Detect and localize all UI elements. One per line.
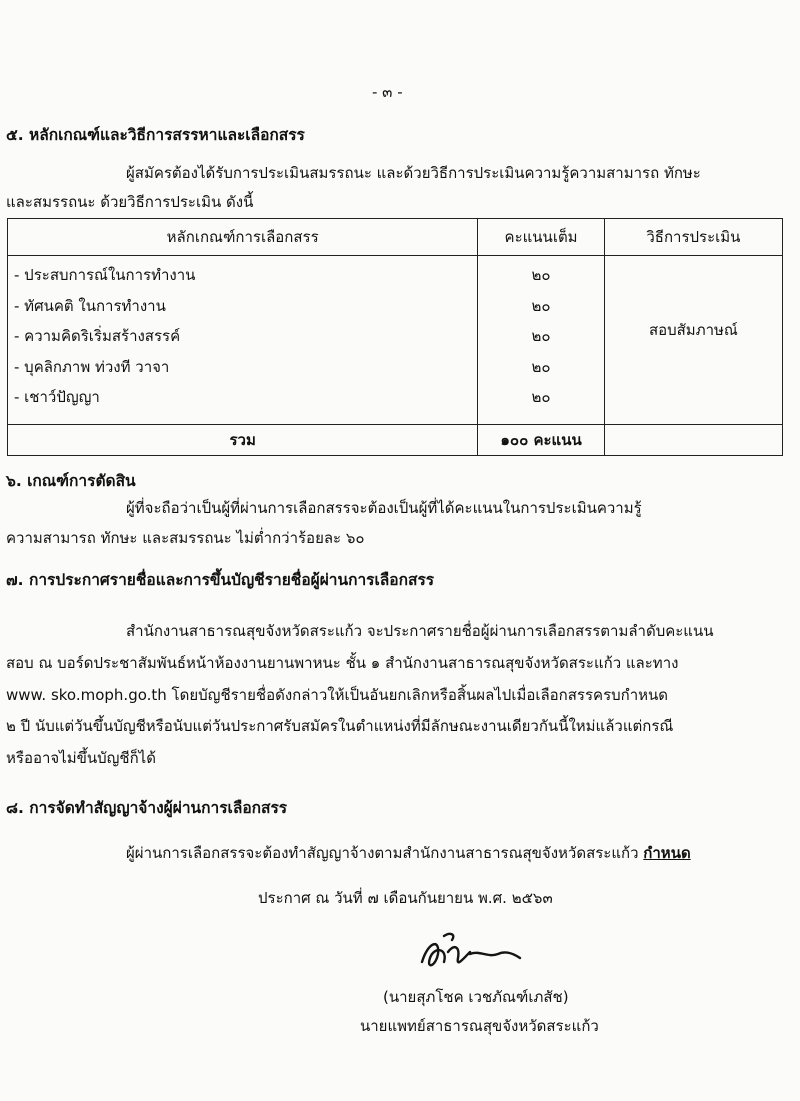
announcement-date: ประกาศ ณ วันที่ ๗ เดือนกันยายน พ.ศ. ๒๕๖๓	[258, 889, 553, 907]
criterion-item: - บุคลิกภาพ ท่วงที วาจา	[14, 357, 170, 376]
section-6-heading: ๖. เกณฑ์การตัดสิน	[6, 472, 136, 490]
score-value: ๒๐	[531, 266, 551, 284]
header-method: วิธีการประเมิน	[604, 219, 782, 256]
header-criterion: หลักเกณฑ์การเลือกสรร	[8, 219, 478, 256]
section-8-text: ผู้ผ่านการเลือกสรรจะต้องทำสัญญาจ้างตามสำนักงานสาธารณสุขจังหวัดสระแก้ว	[126, 844, 639, 862]
section-7-line4: ๒ ปี นับแต่วันขึ้นบัญชีหรือนับแต่วันประกาศรับสมัครในตำแหน่งที่มีลักษณะงานเดียวกันนี้ใหม่แล้วแต่กรณี	[6, 717, 674, 735]
score-value: ๒๐	[531, 327, 551, 345]
method-text: สอบสัมภาษณ์	[648, 321, 738, 339]
criterion-item: - เชาว์ปัญญา	[14, 388, 100, 406]
score-value: ๒๐	[531, 357, 551, 376]
criterion-item: - ประสบการณ์ในการทำงาน	[14, 266, 196, 284]
criterion-item: - ความคิดริเริ่มสร้างสรรค์	[14, 327, 181, 345]
signer-title: นายแพทย์สาธารณสุขจังหวัดสระแก้ว	[360, 1017, 599, 1035]
section-7-line2: สอบ ณ บอร์ดประชาสัมพันธ์หน้าห้องงานยานพาหนะ ชั้น ๑ สำนักงานสาธารณสุขจังหวัดสระแก้ว และทาง	[6, 654, 679, 672]
scores-cell	[478, 256, 604, 425]
section-8-underlined-word: กำหนด	[643, 844, 691, 862]
criteria-table	[7, 218, 783, 456]
score-value: ๒๐	[531, 388, 551, 406]
section-7-line5: หรืออาจไม่ขึ้นบัญชีก็ได้	[6, 749, 156, 767]
section-7-line1: สำนักงานสาธารณสุขจังหวัดสระแก้ว จะประกาศรายชื่อผู้ผ่านการเลือกสรรตามลำดับคะแนน	[126, 622, 714, 640]
page-number: - ๓ -	[372, 83, 403, 101]
section-5-intro-line2: และสมรรถนะ ด้วยวิธีการประเมิน ดังนี้	[6, 193, 254, 211]
signer-name: (นายสุภโชค เวชภัณฑ์เภสัช)	[383, 988, 569, 1006]
criteria-list-cell	[8, 256, 478, 425]
section-7-heading: ๗. การประกาศรายชื่อและการขึ้นบัญชีรายชื่อผู้ผ่านการเลือกสรร	[6, 571, 435, 589]
total-label: รวม	[8, 425, 478, 456]
method-cell	[604, 256, 782, 425]
section-7-line3: www. sko.moph.go.th โดยบัญชีรายชื่อดังกล่าวให้เป็นอันยกเลิกหรือสิ้นผลไปเมื่อเลือกสรรครบกำหนด	[6, 686, 669, 704]
section-6-line1: ผู้ที่จะถือว่าเป็นผู้ที่ผ่านการเลือกสรรจะต้องเป็นผู้ที่ได้คะแนนในการประเมินความรู้	[126, 499, 642, 517]
score-value: ๒๐	[531, 296, 551, 315]
header-full-score: คะแนนเต็ม	[478, 219, 604, 256]
section-6-line2: ความสามารถ ทักษะ และสมรรถนะ ไม่ต่ำกว่าร้อยละ ๖๐	[6, 529, 365, 547]
total-empty-cell	[604, 425, 782, 456]
signature-image	[414, 928, 524, 982]
section-5-heading: ๕. หลักเกณฑ์และวิธีการสรรหาและเลือกสรร	[6, 126, 305, 144]
criterion-item: - ทัศนคติ ในการทำงาน	[14, 296, 166, 315]
total-score: ๑๐๐ คะแนน	[478, 425, 604, 456]
section-8-line1	[6, 838, 792, 868]
section-5-intro-line1: ผู้สมัครต้องได้รับการประเมินสมรรถนะ และด้วยวิธีการประเมินความรู้ความสามารถ ทักษะ	[126, 164, 701, 182]
section-8-heading: ๘. การจัดทำสัญญาจ้างผู้ผ่านการเลือกสรร	[6, 799, 288, 817]
